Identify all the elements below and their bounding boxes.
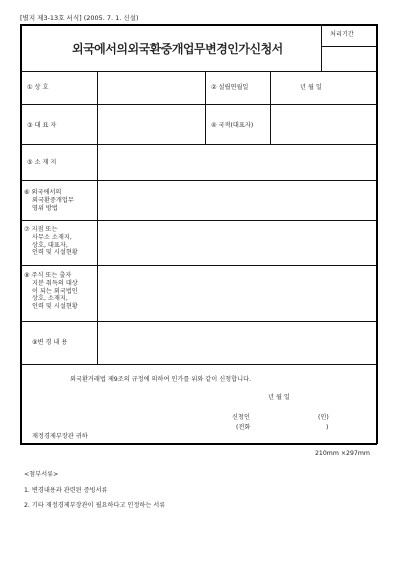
processing-period-label: 처리기간	[330, 31, 354, 38]
phone-close: )	[326, 424, 329, 431]
representative-label: ③ 대 표 자	[27, 122, 57, 129]
investee-line-5: 인력 및 시설현황	[32, 303, 78, 310]
overseas-method-label	[24, 189, 74, 212]
form-number: [별지 제3-13호 서식] (2005. 7. 1. 신설)	[20, 14, 139, 22]
declaration-text: 외국환거래법 제9조의 규정에 의하여 인가를 위와 같이 신청합니다.	[70, 376, 252, 383]
table-border-left	[20, 24, 22, 444]
middle-column-divider	[205, 71, 206, 144]
recipient: 재정경제부장관 귀하	[32, 433, 88, 440]
address-field[interactable]	[98, 145, 375, 179]
table-border-right	[376, 24, 378, 444]
overseas-method-line-1: ⑥ 외국에서의	[24, 189, 62, 196]
investee-label	[24, 272, 78, 311]
change-details-label: ⑨변 경 내 용	[32, 339, 68, 346]
trade-name-field[interactable]	[98, 72, 204, 103]
nationality-field[interactable]	[271, 105, 375, 143]
nationality-label: ④ 국적(대표자)	[211, 122, 254, 129]
branch-line-1: ⑦ 지점 또는	[24, 226, 58, 233]
attachment-item-1: 1. 변경내용과 관련된 증빙서류	[24, 487, 108, 494]
phone-label: (전화	[236, 424, 251, 431]
form-title: 외국에서의외국환중개업무변경인가신청서	[72, 42, 283, 56]
trade-name-label: ① 상 호	[27, 84, 49, 91]
row-divider-7	[20, 364, 377, 365]
attachment-item-2: 2. 기타 재정경제부장관이 필요하다고 인정하는 서류	[24, 502, 166, 509]
establishment-date-label: ② 설립연월일	[211, 84, 249, 91]
table-border-bottom	[20, 443, 377, 445]
branch-label	[24, 226, 78, 257]
branch-field[interactable]	[98, 221, 375, 264]
processing-period-value[interactable]	[322, 47, 376, 70]
representative-field[interactable]	[98, 105, 204, 143]
establishment-date-field[interactable]: 년 월 일	[300, 84, 322, 91]
investee-line-1: ⑧ 주식 또는 출자	[24, 272, 72, 279]
attachments-header: <첨부서류>	[24, 471, 59, 478]
application-date[interactable]: 년 월 일	[268, 394, 290, 401]
investee-line-4: 상호, 소재지,	[32, 295, 68, 303]
table-border-top	[20, 24, 377, 26]
seal-label: (인)	[318, 414, 329, 421]
investee-line-2: 지분 취득의 대상	[32, 279, 78, 287]
applicant-label: 신청인	[232, 414, 250, 421]
investee-field[interactable]	[98, 266, 375, 320]
paper-size: 210mm ×297mm	[315, 450, 370, 457]
branch-line-4: 인력 및 시설현황	[32, 249, 78, 257]
overseas-method-line-3: 영위 방법	[32, 204, 58, 212]
change-details-field[interactable]	[98, 322, 375, 363]
branch-line-2: 사무소 소재지,	[32, 233, 72, 241]
overseas-method-field[interactable]	[98, 181, 375, 219]
investee-line-3: 이 되는 외국법인	[32, 287, 78, 295]
address-label: ⑤ 소 재 지	[27, 159, 57, 166]
branch-line-3: 상호, 대표자,	[32, 241, 68, 249]
overseas-method-line-2: 외국환중개업무	[32, 196, 74, 204]
